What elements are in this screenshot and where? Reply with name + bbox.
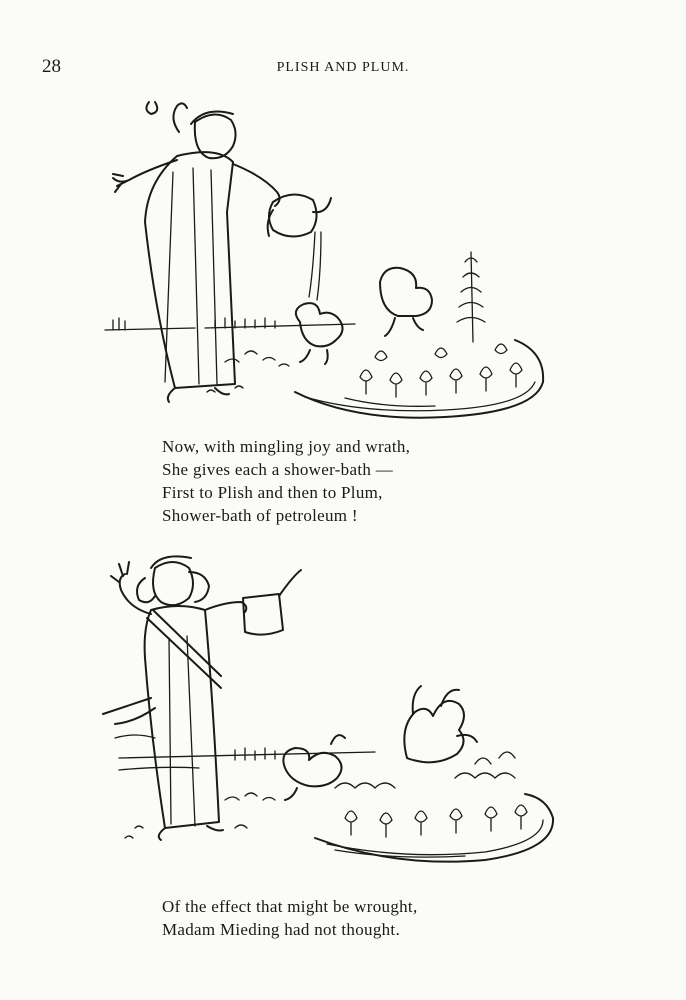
running-title: PLISH AND PLUM. bbox=[276, 60, 410, 75]
illustration-surprised bbox=[95, 538, 565, 873]
stanza-2 bbox=[162, 895, 418, 941]
stanza-1-line-3: First to Plish and then to Plum, bbox=[162, 483, 383, 502]
stanza-1-line-2: She gives each a shower-bath — bbox=[162, 460, 394, 479]
illustration-surprised-drawing bbox=[95, 538, 565, 873]
illustration-pouring-drawing bbox=[95, 92, 555, 427]
stanza-2-line-2: Madam Mieding had not thought. bbox=[162, 920, 401, 939]
illustration-pouring bbox=[95, 92, 555, 427]
stanza-1 bbox=[162, 435, 410, 527]
stanza-1-line-4: Shower-bath of petroleum ! bbox=[162, 506, 358, 525]
stanza-1-line-1: Now, with mingling joy and wrath, bbox=[162, 437, 411, 456]
stanza-2-line-1: Of the effect that might be wrought, bbox=[162, 897, 418, 916]
page-number: 28 bbox=[42, 56, 61, 77]
